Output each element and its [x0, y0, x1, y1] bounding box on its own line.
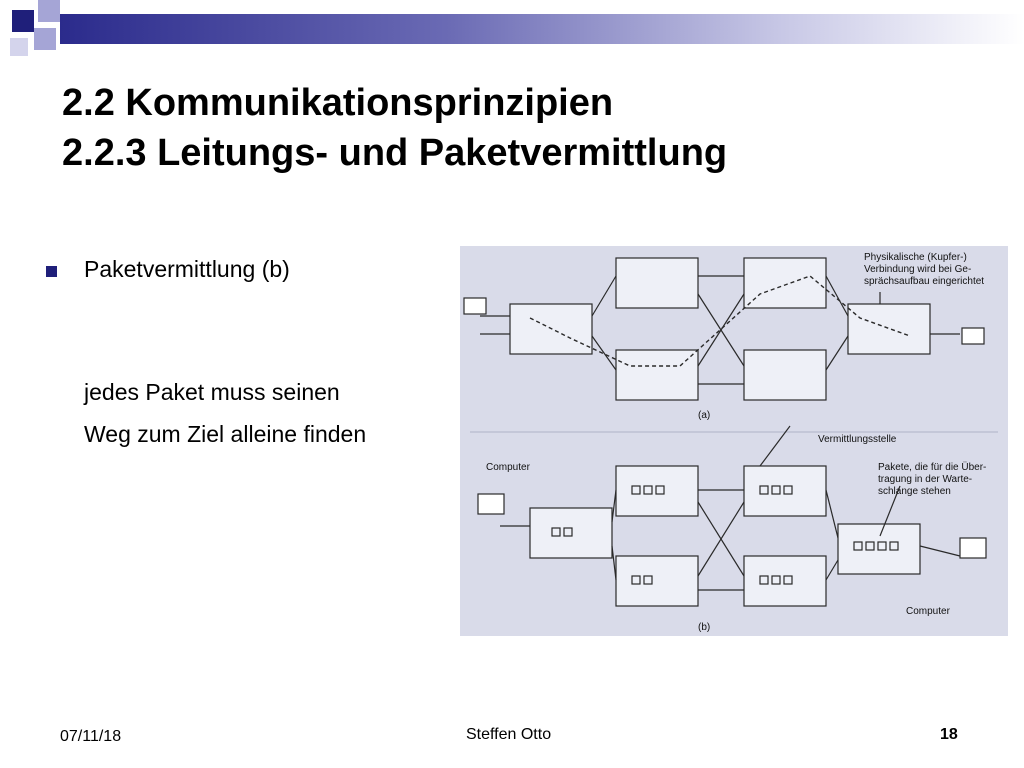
- bullet-square-icon: [46, 266, 57, 277]
- footer-author: Steffen Otto: [466, 726, 552, 743]
- corner-square-dark: [12, 10, 34, 32]
- label-computer-left: Computer: [486, 462, 530, 473]
- label-physical-line-2: Verbindung wird bei Ge-: [864, 264, 972, 275]
- label-a: (a): [698, 410, 711, 421]
- title-line-1: 2.2 Kommunikationsprinzipien: [62, 82, 614, 124]
- bullet-text: Paketvermittlung (b): [84, 256, 290, 282]
- footer-date: 07/11/18: [60, 728, 122, 745]
- label-packets-line-3: schlange stehen: [878, 486, 951, 497]
- sub-text-line-2: Weg zum Ziel alleine finden: [84, 421, 367, 447]
- corner-square-light: [38, 0, 60, 22]
- switching-diagram-svg: [460, 246, 1008, 636]
- label-packets-line-1: Pakete, die für die Über-: [878, 462, 987, 473]
- label-physical-line-1: Physikalische (Kupfer-): [864, 252, 967, 263]
- label-b: (b): [698, 622, 711, 633]
- label-physical-line-3: sprächsaufbau eingerichtet: [864, 276, 985, 287]
- corner-square-light: [34, 28, 56, 50]
- page-title: [62, 78, 727, 178]
- label-switching-office: Vermittlungsstelle: [818, 434, 897, 445]
- label-computer-right: Computer: [906, 606, 950, 617]
- label-packets-line-2: tragung in der Warte-: [878, 474, 973, 485]
- title-line-2: 2.2.3 Leitungs- und Paketvermittlung: [62, 132, 728, 174]
- page-number: 18: [940, 726, 958, 743]
- switching-diagram-image: [460, 246, 1008, 636]
- corner-square-faint: [10, 38, 28, 56]
- sub-text-line-1: jedes Paket muss seinen: [84, 379, 340, 405]
- header-gradient-bar: [60, 14, 1024, 44]
